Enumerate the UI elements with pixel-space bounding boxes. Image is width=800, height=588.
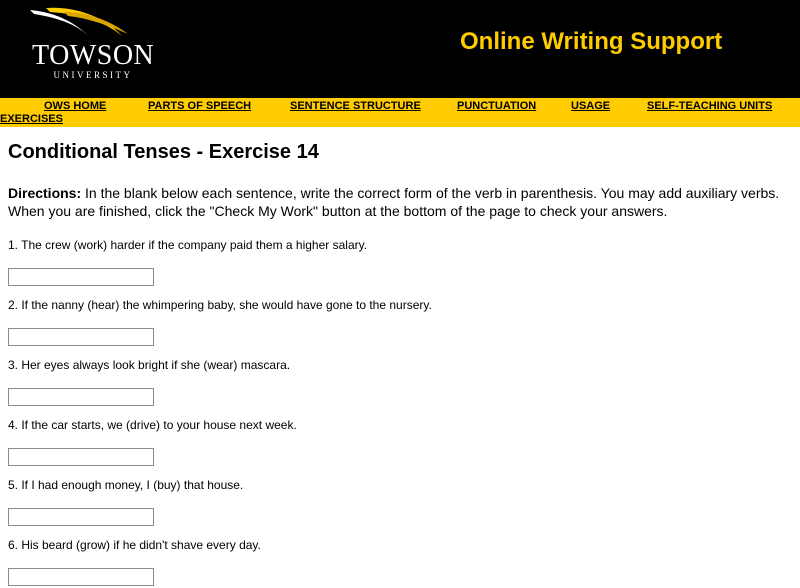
- site-header: [0, 0, 800, 98]
- main-nav: [0, 98, 800, 127]
- page-title: Conditional Tenses - Exercise 14: [8, 141, 319, 163]
- nav-self-teaching-units[interactable]: SELF-TEACHING UNITS: [647, 100, 773, 112]
- logo-subtitle: UNIVERSITY: [53, 70, 133, 80]
- site-title: Online Writing Support: [460, 28, 723, 55]
- nav-sentence-structure[interactable]: SENTENCE STRUCTURE: [290, 100, 421, 112]
- nav-ows-home[interactable]: OWS HOME: [44, 100, 107, 112]
- main-content: [0, 141, 800, 586]
- answer-input-5[interactable]: [8, 508, 154, 526]
- answer-input-4[interactable]: [8, 448, 154, 466]
- answer-input-3[interactable]: [8, 388, 154, 406]
- directions-label: Directions:: [8, 185, 82, 201]
- question-3: 3. Her eyes always look bright if she (wear) mascara.: [8, 358, 291, 372]
- nav-punctuation[interactable]: PUNCTUATION: [457, 100, 537, 112]
- towson-logo[interactable]: [24, 6, 154, 82]
- logo-wordmark: TOWSON: [32, 40, 155, 71]
- answer-input-2[interactable]: [8, 328, 154, 346]
- question-5: 5. If I had enough money, I (buy) that house.: [8, 478, 244, 492]
- question-6: 6. His beard (grow) if he didn't shave every day.: [8, 538, 261, 552]
- nav-exercises[interactable]: EXERCISES: [0, 113, 63, 125]
- question-2: 2. If the nanny (hear) the whimpering baby, she would have gone to the nursery.: [8, 298, 432, 312]
- answer-input-1[interactable]: [8, 268, 154, 286]
- directions-text: In the blank below each sentence, write the correct form of the verb in parenthesis. You may add auxiliary verbs. When you are finished, click the "Check My Work" button at the bottom of the page to check your answers.: [8, 185, 780, 219]
- answer-input-6[interactable]: [8, 568, 154, 586]
- nav-parts-of-speech[interactable]: PARTS OF SPEECH: [148, 100, 252, 112]
- question-1: 1. The crew (work) harder if the company paid them a higher salary.: [8, 238, 368, 252]
- directions: [8, 184, 792, 220]
- nav-usage[interactable]: USAGE: [571, 100, 611, 112]
- question-4: 4. If the car starts, we (drive) to your house next week.: [8, 418, 297, 432]
